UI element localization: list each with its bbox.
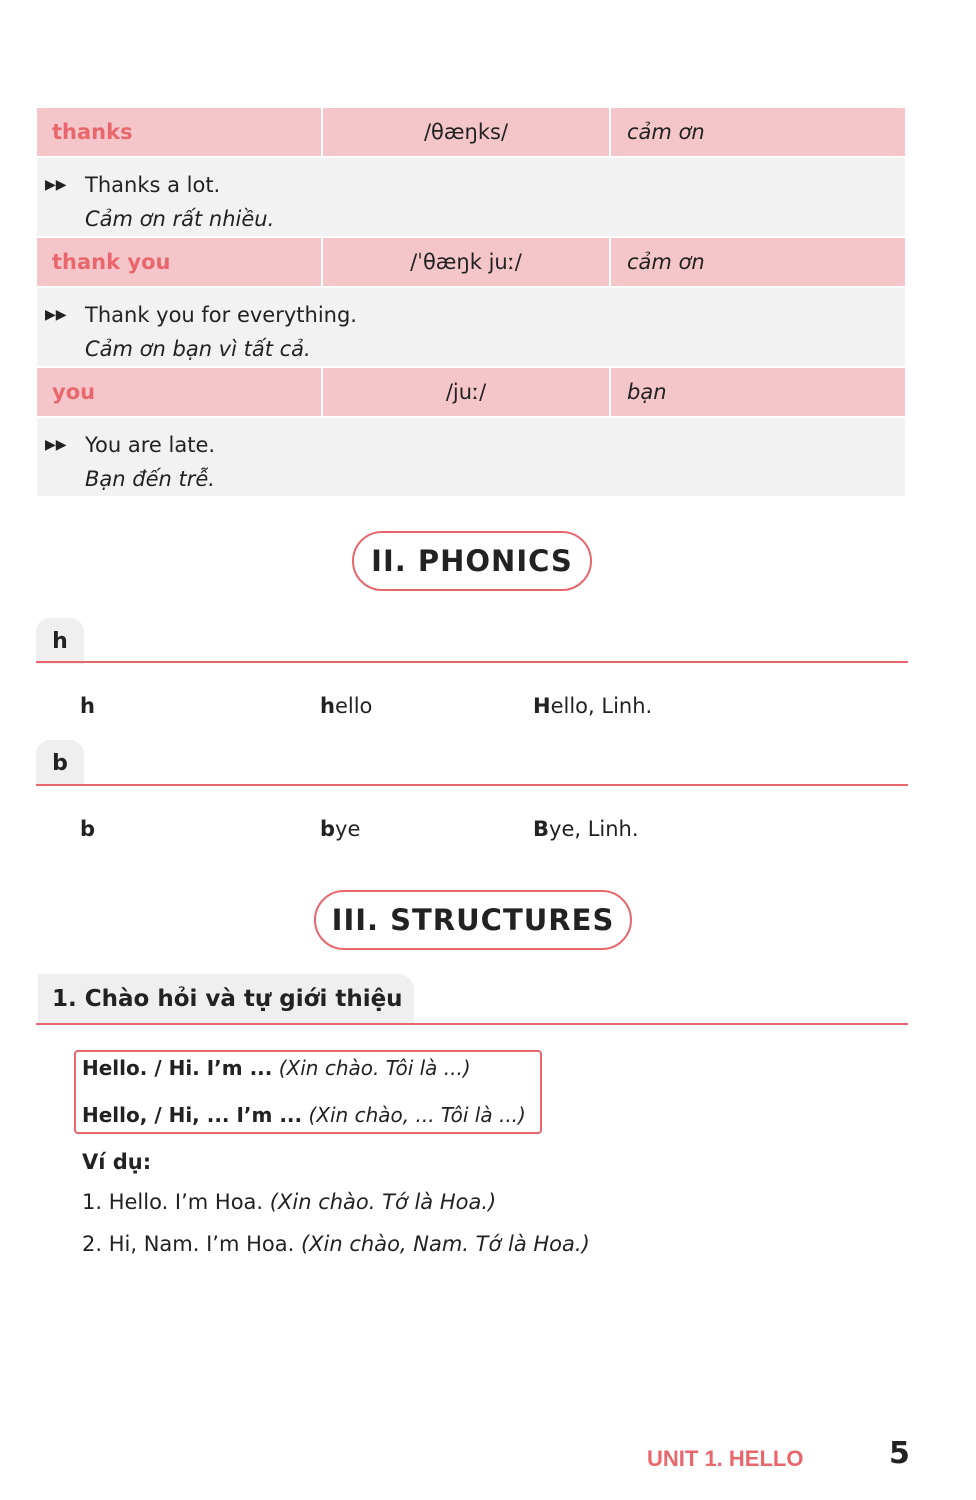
example-translation: Cảm ơn bạn vì tất cả. [85,337,311,361]
phonics-word: bye [320,817,361,841]
phonics-sentence: Hello, Linh. [533,694,653,718]
divider [36,784,908,786]
vocab-ipa: /ˈθæŋk juː/ [323,238,611,286]
double-arrow-icon: ▶▶ [45,437,67,453]
pattern-line: Hello, / Hi, ... I’m ... (Xin chào, ... Tôi là ...) [82,1103,526,1127]
phonics-sound: h [80,694,95,718]
phonics-word: hello [320,694,373,718]
vocab-meaning: cảm ơn [627,250,705,274]
double-arrow-icon: ▶▶ [45,307,67,323]
vocab-ipa: /θæŋks/ [323,108,611,156]
vocab-word: thank you [37,238,323,286]
example-label: Ví dụ: [82,1150,152,1174]
vocab-ipa: /juː/ [323,368,611,416]
example-line: 1. Hello. I’m Hoa. (Xin chào. Tớ là Hoa.) [82,1190,497,1214]
pattern-line: Hello. / Hi. I’m ... (Xin chào. Tôi là ...) [82,1056,471,1080]
vocab-row-thank-you [37,238,905,286]
example-sentence: Thank you for everything. [85,303,357,327]
double-arrow-icon: ▶▶ [45,177,67,193]
example-sentence: Thanks a lot. [85,173,221,197]
divider [36,661,908,663]
vocab-example [37,158,905,236]
vocab-meaning: cảm ơn [627,120,705,144]
phonics-heading: II. PHONICS [352,531,592,591]
vocab-example [37,288,905,366]
vocab-row-you [37,368,905,416]
example-translation: Cảm ơn rất nhiều. [85,207,275,231]
phonics-sentence: Bye, Linh. [533,817,639,841]
vocab-word: thanks [37,108,323,156]
example-sentence: You are late. [85,433,216,457]
phonics-letter-tab: h [36,618,84,664]
phonics-letter-tab: b [36,740,84,786]
phonics-sound: b [80,817,96,841]
structures-heading: III. STRUCTURES [314,890,632,950]
vocab-row-thanks [37,108,905,156]
vocab-word: you [37,368,323,416]
vocab-meaning: bạn [627,380,667,404]
footer-unit-title: UNIT 1. HELLO [647,1446,804,1471]
vocab-example [37,418,905,496]
divider [36,1023,908,1025]
example-translation: Bạn đến trễ. [85,467,215,491]
example-line: 2. Hi, Nam. I’m Hoa. (Xin chào, Nam. Tớ là Hoa.) [82,1232,590,1256]
structure-section-title: 1. Chào hỏi và tự giới thiệu [38,974,414,1024]
page-number: 5 [889,1436,910,1471]
vocabulary-table [37,108,905,498]
